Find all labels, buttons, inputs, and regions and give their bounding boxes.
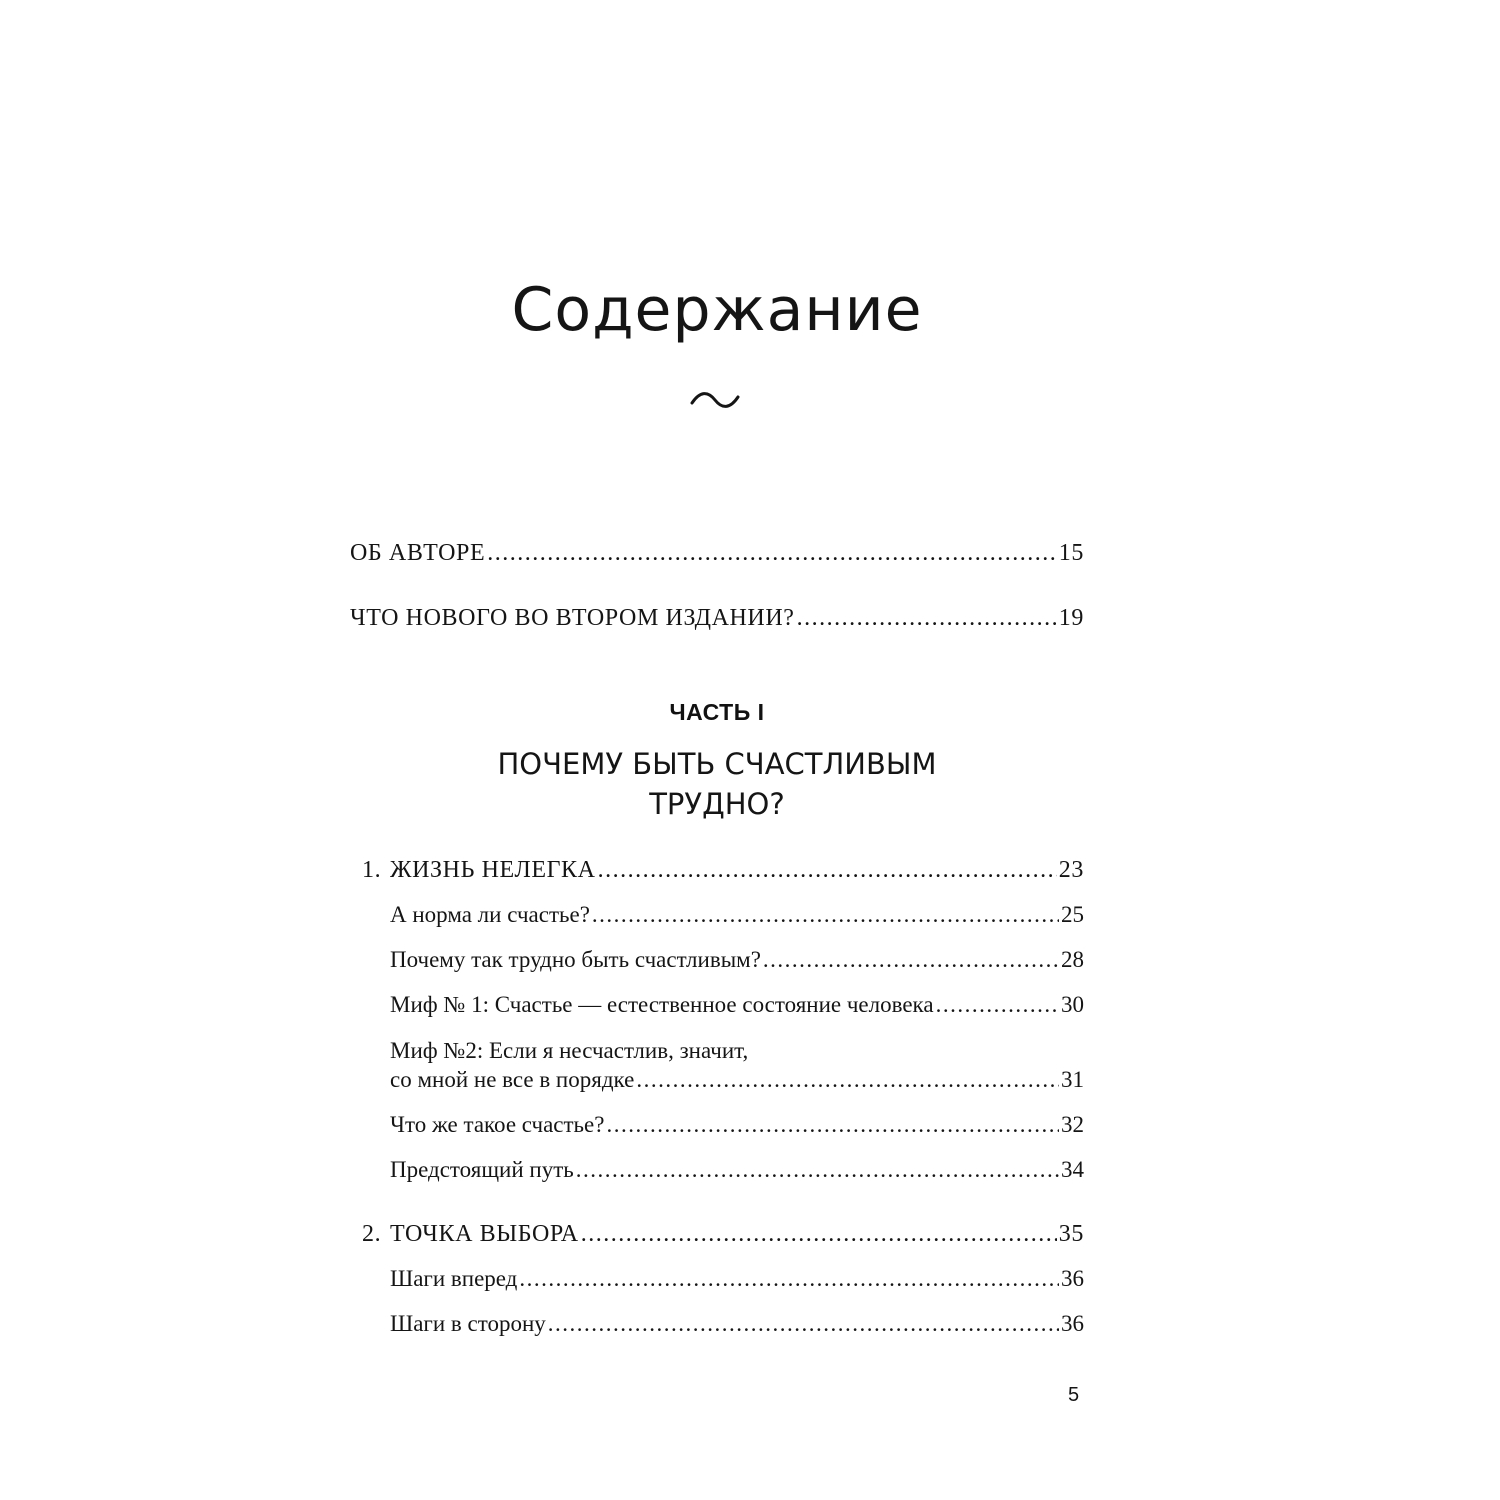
toc-entry-page: 15: [1058, 540, 1084, 566]
dot-leader: [797, 605, 1057, 632]
toc-entry-page: 30: [1061, 992, 1084, 1017]
page-title: Содержание: [511, 275, 923, 345]
tilde-ornament-icon: [688, 388, 742, 412]
toc-entry-page: 23: [1058, 857, 1084, 883]
dot-leader: [606, 1112, 1059, 1138]
page-number: 5: [1068, 1384, 1080, 1406]
toc-section[interactable]: [390, 1311, 1084, 1345]
toc-section[interactable]: [390, 947, 1084, 981]
dot-leader: [592, 902, 1059, 928]
dot-leader: [636, 1067, 1059, 1093]
toc-section[interactable]: [390, 1266, 1084, 1300]
dot-leader: [548, 1311, 1059, 1337]
toc-section[interactable]: [390, 992, 1084, 1026]
toc-entry-page: 31: [1061, 1067, 1084, 1092]
toc-entry-label: Почему так трудно быть счастливым?: [390, 947, 761, 972]
toc-entry-page: 35: [1058, 1221, 1084, 1247]
part-title-line: ПОЧЕМУ БЫТЬ СЧАСТЛИВЫМ: [497, 747, 937, 781]
toc-entry-page: 36: [1061, 1266, 1084, 1291]
toc-entry-label: со мной не все в порядке: [390, 1067, 635, 1092]
toc-entry-page: 28: [1061, 947, 1084, 972]
toc-entry-page: 19: [1058, 605, 1084, 631]
dot-leader: [487, 540, 1057, 567]
toc-entry-label: ЧТО НОВОГО ВО ВТОРОМ ИЗДАНИИ?: [350, 605, 795, 631]
toc-entry-page: 25: [1061, 902, 1084, 927]
chapter-number: 1.: [362, 857, 382, 883]
chapter-title: ЖИЗНЬ НЕЛЕГКА: [390, 857, 596, 883]
toc-section[interactable]: [390, 1067, 1084, 1101]
toc-entry-label: А норма ли счастье?: [390, 902, 590, 927]
toc-entry-label: Миф № 1: Счастье — естественное состояние человека: [390, 992, 934, 1017]
toc-entry-label: Шаги в сторону: [390, 1311, 546, 1336]
toc-entry-label: Предстоящий путь: [390, 1157, 574, 1182]
toc-entry-whats-new[interactable]: [350, 605, 1084, 639]
toc-entry-page: 32: [1061, 1112, 1084, 1137]
toc-section[interactable]: [390, 1157, 1084, 1191]
dot-leader: [581, 1221, 1057, 1248]
toc-entry-page: 36: [1061, 1311, 1084, 1336]
toc-chapter-2[interactable]: [362, 1221, 1084, 1255]
dot-leader: [598, 857, 1057, 884]
dot-leader: [763, 947, 1059, 973]
toc-entry-label-line1: Миф №2: Если я несчастлив, значит,: [390, 1038, 749, 1063]
dot-leader: [519, 1266, 1059, 1292]
toc-entry-page: 34: [1061, 1157, 1084, 1182]
part-title-line: ТРУДНО?: [649, 787, 785, 821]
toc-entry-label: ОБ АВТОРЕ: [350, 540, 486, 566]
toc-entry-label: Шаги вперед: [390, 1266, 518, 1291]
toc-section[interactable]: [390, 1112, 1084, 1146]
chapter-number: 2.: [362, 1221, 382, 1247]
toc-entry-about-author[interactable]: [350, 540, 1084, 574]
toc-entry-label: Что же такое счастье?: [390, 1112, 605, 1137]
dot-leader: [936, 992, 1059, 1018]
part-label: ЧАСТЬ I: [669, 699, 765, 725]
toc-section[interactable]: [390, 902, 1084, 936]
part-title: [0, 744, 1434, 824]
dot-leader: [576, 1157, 1059, 1183]
toc-chapter-1[interactable]: [362, 857, 1084, 891]
chapter-title: ТОЧКА ВЫБОРА: [390, 1221, 579, 1247]
